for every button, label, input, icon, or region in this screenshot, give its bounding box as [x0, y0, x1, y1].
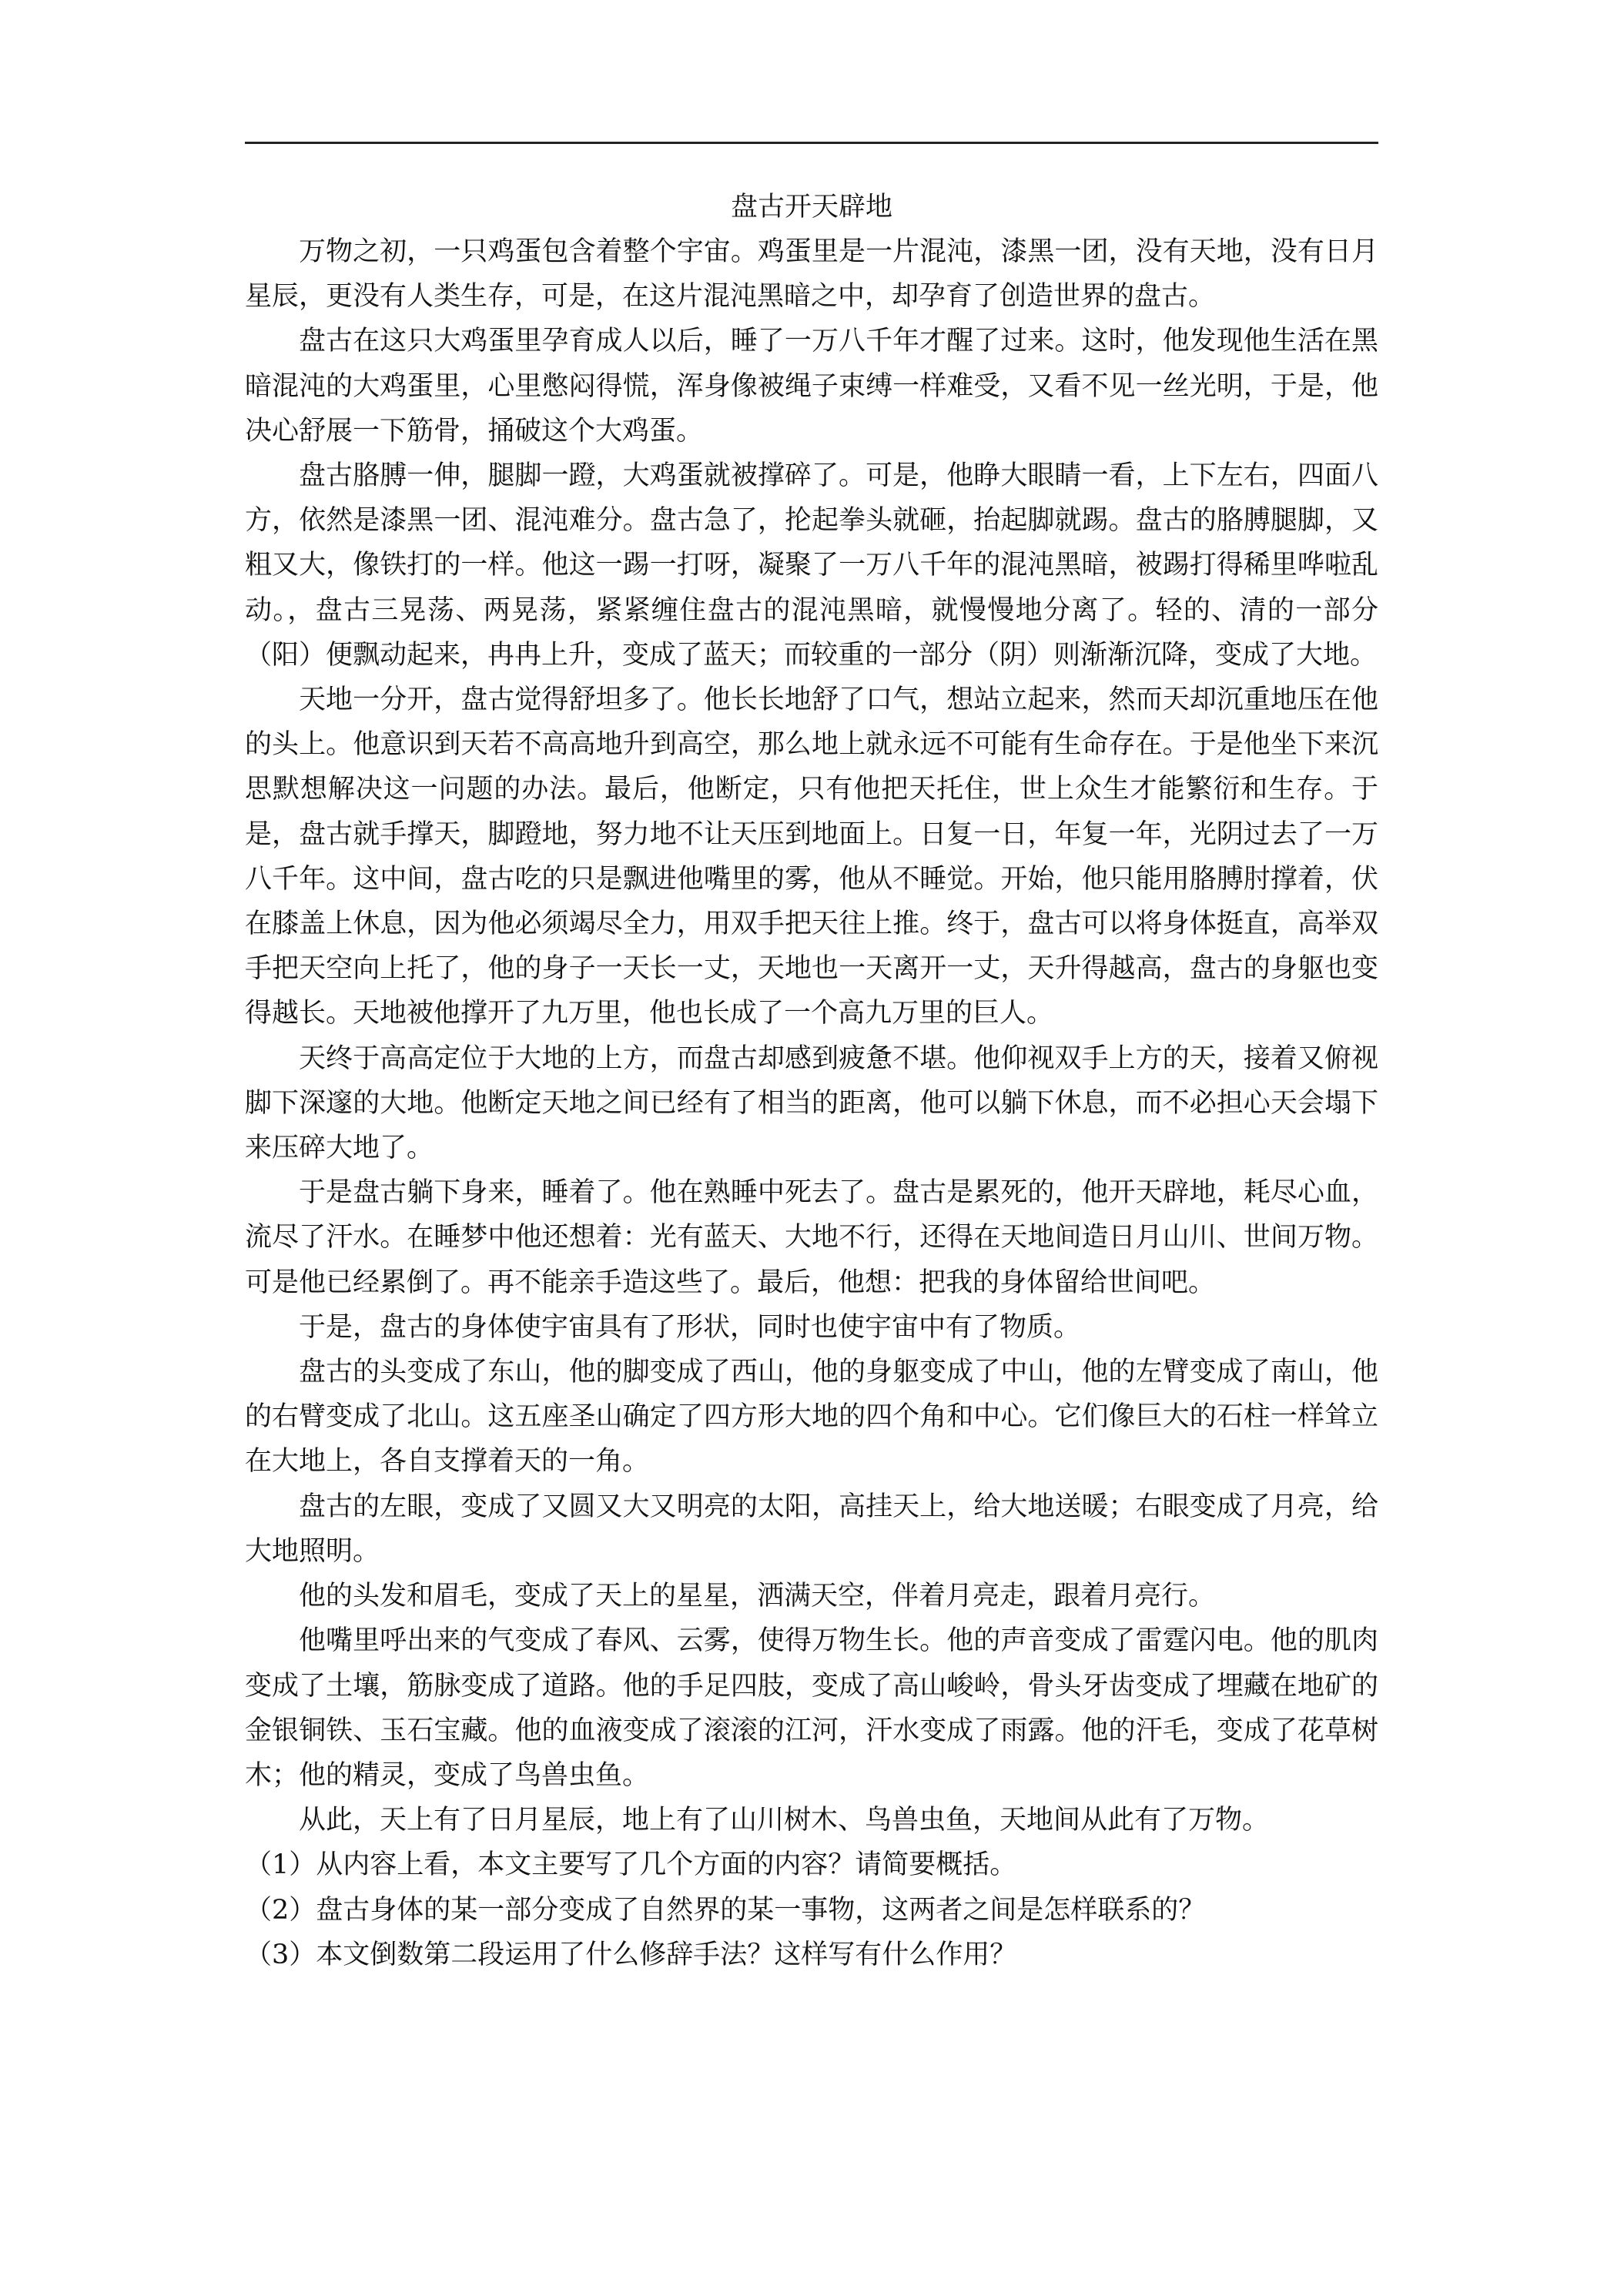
- paragraph-10: 他的头发和眉毛，变成了天上的星星，洒满天空，伴着月亮走，跟着月亮行。: [299, 1581, 1216, 1612]
- question-2: （2）盘古身体的某一部分变成了自然界的某一事物，这两者之间是怎样联系的？: [245, 1894, 1206, 1926]
- question-1: （1）从内容上看，本文主要写了几个方面的内容？请简要概括。: [245, 1849, 1017, 1881]
- paragraph-5: 天终于高高定位于大地的上方，而盘古却感到疲惫不堪。他仰视双手上方的天，接着又俯视脚下深邃的大地。他断定天地之间已经有了相当的距离，他可以躺下休息，而不必担心天会塌下来压碎大地了。: [245, 1043, 1378, 1164]
- paragraph-8: 盘古的头变成了东山，他的脚变成了西山，他的身躯变成了中山，他的左臂变成了南山，他的右臂变成了北山。这五座圣山确定了四方形大地的四个角和中心。它们像巨大的石柱一样耸立在大地上，各自支撑着天的一角。: [245, 1357, 1378, 1478]
- question-3: （3）本文倒数第二段运用了什么修辞手法？这样写有什么作用？: [245, 1939, 1017, 1970]
- paragraph-6: 于是盘古躺下身来，睡着了。他在熟睡中死去了。盘古是累死的，他开天辟地，耗尽心血，流尽了汗水。在睡梦中他还想着：光有蓝天、大地不行，还得在天地间造日月山川、世间万物。可是他已经累倒了。再不能亲手造这些了。最后，他想：把我的身体留给世间吧。: [245, 1177, 1378, 1298]
- document-title: 盘古开天辟地: [730, 192, 892, 223]
- document-body: [245, 185, 1378, 1977]
- paragraph-3: 盘古胳膊一伸，腿脚一蹬，大鸡蛋就被撑碎了。可是，他睁大眼睛一看，上下左右，四面八方，依然是漆黑一团、混沌难分。盘古急了，抡起拳头就砸，抬起脚就踢。盘古的胳膊腿脚，又粗又大，像铁打的一样。他这一踢一打呀，凝聚了一万八千年的混沌黑暗，被踢打得稀里哗啦乱动。，盘古三晃荡、两晃荡，紧紧缠住盘古的混沌黑暗，就慢慢地分离了。轻的、清的一部分（阳）便飘动起来，冉冉上升，变成了蓝天；而较重的一部分（阴）则渐渐沉降，变成了大地。: [245, 460, 1378, 671]
- paragraph-9: 盘古的左眼，变成了又圆又大又明亮的太阳，高挂天上，给大地送暖；右眼变成了月亮，给大地照明。: [245, 1491, 1378, 1567]
- paragraph-7: 于是，盘古的身体使宇宙具有了形状，同时也使宇宙中有了物质。: [299, 1311, 1081, 1343]
- header-rule: [245, 142, 1378, 144]
- paragraph-11: 他嘴里呼出来的气变成了春风、云雾，使得万物生长。他的声音变成了雷霆闪电。他的肌肉变成了土壤，筋脉变成了道路。他的手足四肢，变成了高山峻岭，骨头牙齿变成了埋藏在地矿的金银铜铁、玉石宝藏。他的血液变成了滚滚的江河，汗水变成了雨露。他的汗毛，变成了花草树木；他的精灵，变成了鸟兽虫鱼。: [245, 1625, 1378, 1791]
- paragraph-4: 天地一分开，盘古觉得舒坦多了。他长长地舒了口气，想站立起来，然而天却沉重地压在他的头上。他意识到天若不高高地升到高空，那么地上就永远不可能有生命存在。于是他坐下来沉思默想解决这一问题的办法。最后，他断定，只有他把天托住，世上众生才能繁衍和生存。于是，盘古就手撑天，脚蹬地，努力地不让天压到地面上。日复一日，年复一年，光阴过去了一万八千年。这中间，盘古吃的只是飘进他嘴里的雾，他从不睡觉。开始，他只能用胳膊肘撑着，伏在膝盖上休息，因为他必须竭尽全力，用双手把天往上推。终于，盘古可以将身体挺直，高举双手把天空向上托了，他的身子一天长一丈，天地也一天离开一丈，天升得越高，盘古的身躯也变得越长。天地被他撑开了九万里，他也长成了一个高九万里的巨人。: [245, 684, 1378, 1029]
- paragraph-1: 万物之初，一只鸡蛋包含着整个宇宙。鸡蛋里是一片混沌，漆黑一团，没有天地，没有日月星辰，更没有人类生存，可是，在这片混沌黑暗之中，却孕育了创造世界的盘古。: [245, 236, 1378, 313]
- paragraph-2: 盘古在这只大鸡蛋里孕育成人以后，睡了一万八千年才醒了过来。这时，他发现他生活在黑暗混沌的大鸡蛋里，心里憋闷得慌，浑身像被绳子束缚一样难受，又看不见一丝光明，于是，他决心舒展一下筋骨，捅破这个大鸡蛋。: [245, 326, 1378, 447]
- paragraph-12: 从此，天上有了日月星辰，地上有了山川树木、鸟兽虫鱼，天地间从此有了万物。: [299, 1805, 1270, 1836]
